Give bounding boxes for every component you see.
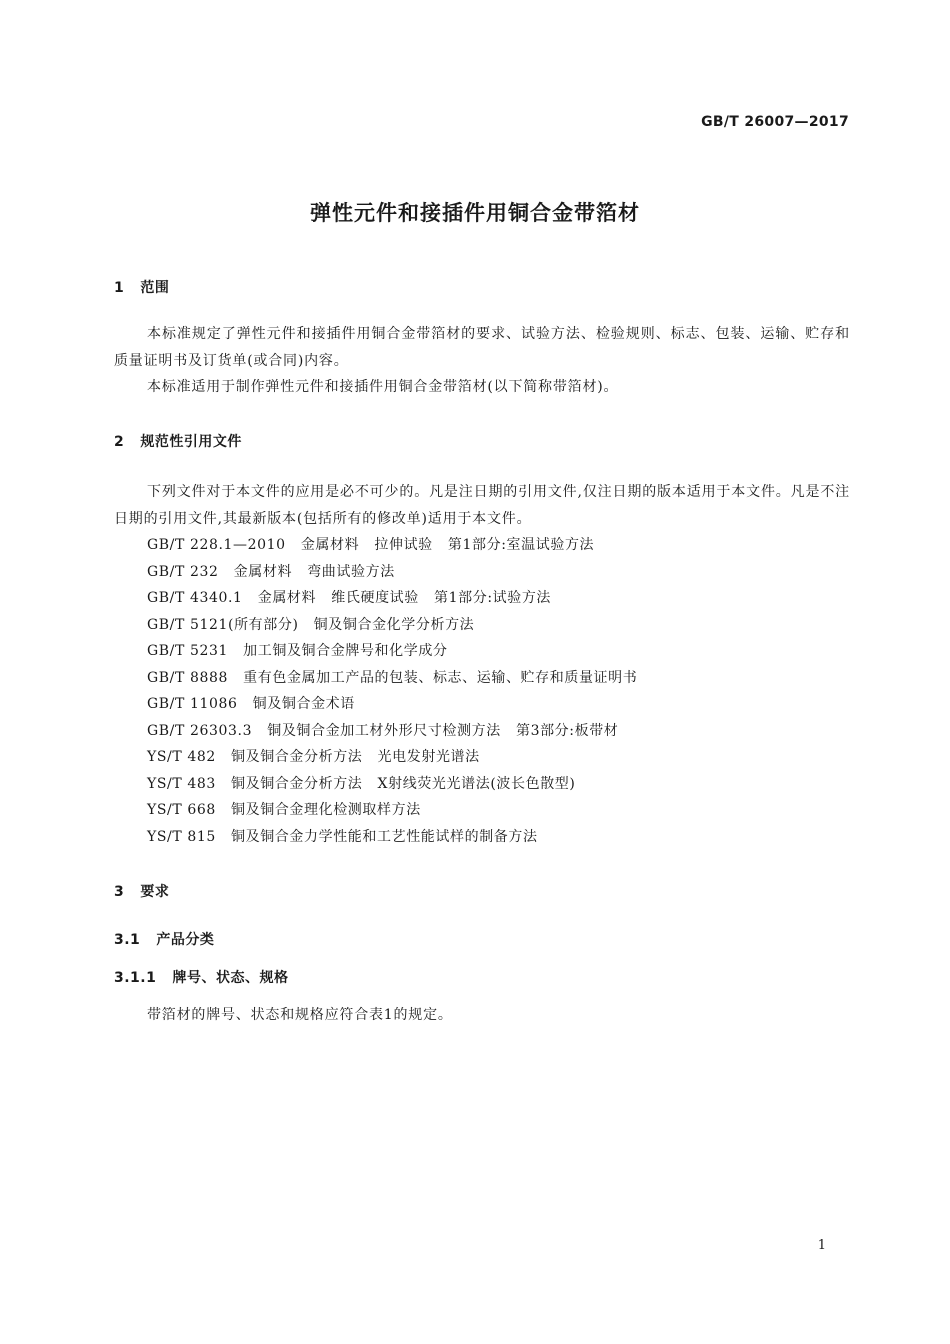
section-3-1-1-heading: 3.1.1 牌号、状态、规格 bbox=[114, 970, 289, 986]
reference-item: YS/T 483 铜及铜合金分析方法 X射线荧光光谱法(波长色散型) bbox=[147, 775, 576, 792]
reference-item: GB/T 11086 铜及铜合金术语 bbox=[147, 696, 355, 712]
normative-reference-list bbox=[147, 532, 637, 850]
reference-item: YS/T 482 铜及铜合金分析方法 光电发射光谱法 bbox=[147, 749, 480, 765]
section-2-heading: 2 规范性引用文件 bbox=[114, 434, 242, 450]
document-code: GB/T 26007—2017 bbox=[701, 114, 849, 130]
reference-item: GB/T 8888 重有色金属加工产品的包装、标志、运输、贮存和质量证明书 bbox=[147, 669, 638, 686]
reference-item: GB/T 26303.3 铜及铜合金加工材外形尺寸检测方法 第3部分:板带材 bbox=[147, 722, 619, 739]
reference-item: GB/T 232 金属材料 弯曲试验方法 bbox=[147, 563, 395, 580]
section-1-paragraph-applicability: 本标准适用于制作弹性元件和接插件用铜合金带箔材(以下简称带箔材)。 bbox=[147, 379, 619, 395]
reference-item: GB/T 228.1—2010 金属材料 拉伸试验 第1部分:室温试验方法 bbox=[147, 537, 595, 553]
section-1-heading: 1 范围 bbox=[114, 280, 170, 296]
reference-item: GB/T 4340.1 金属材料 维氏硬度试验 第1部分:试验方法 bbox=[147, 590, 552, 606]
reference-item: GB/T 5121(所有部分) 铜及铜合金化学分析方法 bbox=[147, 616, 475, 633]
document-title: 弹性元件和接插件用铜合金带箔材 bbox=[310, 201, 640, 225]
section-1-paragraph-scope: 本标准规定了弹性元件和接插件用铜合金带箔材的要求、试验方法、检验规则、标志、包装、运输、贮存和质量证明书及订货单(或合同)内容。 bbox=[114, 326, 850, 369]
reference-item: YS/T 815 铜及铜合金力学性能和工艺性能试样的制备方法 bbox=[147, 828, 538, 845]
reference-item: GB/T 5231 加工铜及铜合金牌号和化学成分 bbox=[147, 643, 448, 659]
section-3-heading: 3 要求 bbox=[114, 884, 170, 900]
page-number: 1 bbox=[817, 1238, 826, 1253]
section-3-1-1-paragraph: 带箔材的牌号、状态和规格应符合表1的规定。 bbox=[147, 1007, 453, 1023]
reference-item: YS/T 668 铜及铜合金理化检测取样方法 bbox=[147, 802, 421, 818]
section-3-1-heading: 3.1 产品分类 bbox=[114, 932, 215, 948]
section-2-intro-paragraph: 下列文件对于本文件的应用是必不可少的。凡是注日期的引用文件,仅注日期的版本适用于本文件。凡是不注日期的引用文件,其最新版本(包括所有的修改单)适用于本文件。 bbox=[114, 484, 850, 527]
